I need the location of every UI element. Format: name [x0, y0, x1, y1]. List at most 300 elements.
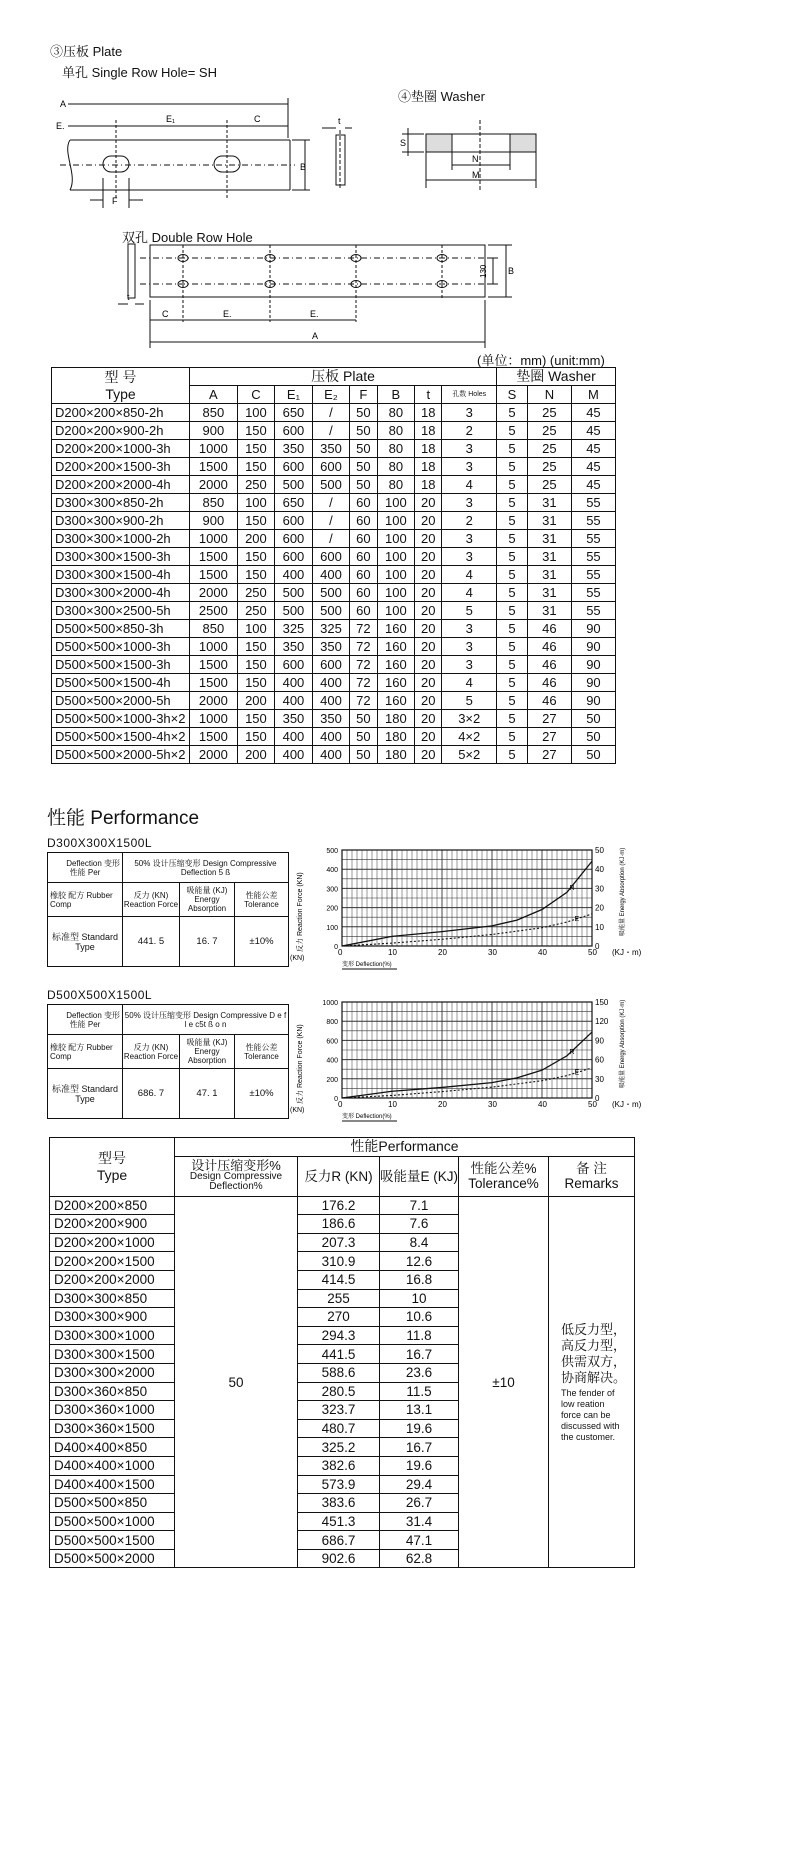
spec-value-cell: 160	[377, 692, 415, 710]
y-tick-label: 0	[334, 1096, 338, 1103]
perf-reaction-header: 反力R (KN)	[298, 1156, 380, 1196]
perf-reaction-cell: 588.6	[298, 1363, 380, 1382]
spec-value-cell: 72	[350, 692, 377, 710]
card-rubber: 橡胶 配方 Rubber Comp	[48, 883, 123, 917]
dim-F-label: F	[112, 196, 118, 206]
spec-value-cell: 250	[237, 602, 275, 620]
spec-value-cell: 400	[275, 674, 313, 692]
perf-type-cell: D400×400×1000	[50, 1456, 175, 1475]
spec-type-cell: D500×500×1500-4h	[52, 674, 190, 692]
spec-row	[52, 602, 616, 620]
spec-value-cell: 50	[571, 710, 615, 728]
spec-value-cell: 60	[350, 566, 377, 584]
spec-value-cell: 60	[350, 494, 377, 512]
perf-reaction-cell: 902.6	[298, 1549, 380, 1568]
spec-value-cell: 46	[527, 620, 571, 638]
card-design: 50% 设计压缩变形 Design Compressive D e f l e c5t ß o n	[123, 1005, 289, 1035]
perf-reaction-cell: 480.7	[298, 1419, 380, 1438]
spec-type-cell: D300×300×1500-3h	[52, 548, 190, 566]
spec-value-cell: 100	[377, 530, 415, 548]
spec-row	[52, 584, 616, 602]
spec-type-cell: D500×500×1500-3h	[52, 656, 190, 674]
y2-tick-label: 0	[595, 942, 600, 951]
perf-reaction-cell: 573.9	[298, 1475, 380, 1494]
spec-value-cell: 46	[527, 674, 571, 692]
spec-value-cell: 5	[497, 656, 528, 674]
spec-row	[52, 728, 616, 746]
y-unit-label: (KN)	[290, 955, 305, 962]
perf-group-header: 性能Performance	[175, 1138, 635, 1157]
y2-tick-label: 10	[595, 922, 604, 932]
perf-energy-header: 吸能量E (KJ)	[380, 1156, 459, 1196]
spec-value-cell: 5	[497, 440, 528, 458]
y-tick-label: 1000	[322, 1000, 338, 1007]
spec-value-cell: 2000	[190, 746, 238, 764]
spec-row	[52, 620, 616, 638]
perf-type-cell: D300×300×2000	[50, 1363, 175, 1382]
y-tick-label: 800	[326, 1019, 338, 1027]
spec-value-cell: 4	[442, 674, 497, 692]
spec-value-cell: 50	[571, 728, 615, 746]
spec-value-cell: 5	[497, 746, 528, 764]
x-unit-label: (KJ・m)	[612, 948, 642, 957]
card-model: D500X500X1500L	[47, 988, 153, 1002]
perf-type-cell: D200×200×1000	[50, 1233, 175, 1252]
spec-value-cell: 3	[442, 656, 497, 674]
spec-value-cell: 50	[350, 728, 377, 746]
perf-type-cell: D200×200×1500	[50, 1252, 175, 1271]
dim2-E1-label: E.	[310, 309, 319, 319]
spec-value-cell: 20	[415, 548, 442, 566]
spec-value-cell: 5	[497, 476, 528, 494]
perf-type-cell: D200×200×850	[50, 1196, 175, 1215]
spec-type-header: 型 号 Type	[52, 368, 190, 404]
spec-value-cell: 25	[527, 404, 571, 422]
spec-col-header: F	[350, 386, 377, 404]
perf-reaction-cell: 186.6	[298, 1215, 380, 1234]
y2-tick-label: 0	[595, 1094, 600, 1103]
spec-value-cell: 250	[237, 476, 275, 494]
spec-type-cell: D300×300×900-2h	[52, 512, 190, 530]
spec-value-cell: 31	[527, 602, 571, 620]
spec-row	[52, 692, 616, 710]
perf-energy-cell: 11.5	[380, 1382, 459, 1401]
dim2-C-label: C	[162, 309, 169, 319]
card-col-e: 吸能量 (KJ) Energy Absorption	[180, 883, 235, 917]
perf-tolerance-value: ±10	[459, 1196, 549, 1568]
spec-value-cell: 45	[571, 422, 615, 440]
spec-value-cell: 72	[350, 656, 377, 674]
spec-value-cell: 600	[275, 548, 313, 566]
spec-value-cell: 46	[527, 638, 571, 656]
series-E-label: E	[574, 916, 580, 923]
perf-energy-cell: 16.7	[380, 1345, 459, 1364]
x-tick-label: 40	[538, 1100, 547, 1109]
dim-C-label: C	[254, 114, 261, 124]
spec-value-cell: 850	[190, 494, 238, 512]
spec-value-cell: 3	[442, 530, 497, 548]
spec-value-cell: 2000	[190, 584, 238, 602]
washer-title: ④垫圈 Washer	[398, 89, 485, 104]
spec-value-cell: 600	[312, 458, 350, 476]
spec-value-cell: /	[312, 422, 350, 440]
y2-tick-label: 30	[595, 884, 604, 894]
spec-value-cell: 31	[527, 566, 571, 584]
spec-value-cell: 850	[190, 620, 238, 638]
spec-row	[52, 458, 616, 476]
spec-type-cell: D300×300×850-2h	[52, 494, 190, 512]
spec-col-header: E₂	[312, 386, 350, 404]
y-axis-title: 反力 Reaction Force (KN)	[297, 1024, 304, 1104]
spec-value-cell: 1500	[190, 728, 238, 746]
perf-energy-cell: 12.6	[380, 1252, 459, 1271]
spec-row	[52, 674, 616, 692]
spec-value-cell: 150	[237, 512, 275, 530]
perf-type-cell: D500×500×2000	[50, 1549, 175, 1568]
card-model: D300X300X1500L	[47, 836, 153, 850]
x-unit-label: (KJ・m)	[612, 1100, 642, 1109]
spec-value-cell: 31	[527, 512, 571, 530]
spec-value-cell: 31	[527, 530, 571, 548]
spec-col-header: S	[497, 386, 528, 404]
spec-value-cell: 400	[312, 566, 350, 584]
spec-value-cell: 150	[237, 656, 275, 674]
spec-washer-group: 垫圈 Washer	[497, 368, 616, 386]
perf-energy-cell: 19.6	[380, 1419, 459, 1438]
spec-value-cell: 3	[442, 494, 497, 512]
spec-value-cell: 5	[497, 512, 528, 530]
spec-value-cell: 3	[442, 620, 497, 638]
spec-value-cell: 2000	[190, 692, 238, 710]
spec-value-cell: 46	[527, 692, 571, 710]
perf-remarks-header: 备 注 Remarks	[549, 1156, 635, 1196]
remarks-en: The fender of low reation force can be discussed with the customer.	[561, 1387, 620, 1442]
spec-value-cell: 2	[442, 512, 497, 530]
spec-value-cell: 850	[190, 404, 238, 422]
card-e-val: 47. 1	[180, 1069, 235, 1119]
spec-value-cell: 72	[350, 674, 377, 692]
spec-value-cell: 50	[350, 404, 377, 422]
spec-value-cell: 80	[377, 422, 415, 440]
spec-row	[52, 566, 616, 584]
spec-value-cell: 100	[237, 620, 275, 638]
dim-t-label: t	[338, 116, 341, 126]
spec-value-cell: /	[312, 494, 350, 512]
perf-deflection-header: 设计压缩变形% Design Compressive Deflection%	[175, 1156, 298, 1196]
spec-value-cell: 18	[415, 458, 442, 476]
spec-value-cell: 72	[350, 620, 377, 638]
spec-value-cell: 5	[497, 638, 528, 656]
spec-value-cell: 150	[237, 728, 275, 746]
perf-type-cell: D200×200×2000	[50, 1270, 175, 1289]
spec-value-cell: 90	[571, 638, 615, 656]
spec-value-cell: 400	[312, 728, 350, 746]
spec-type-cell: D500×500×1000-3h	[52, 638, 190, 656]
spec-value-cell: 200	[237, 692, 275, 710]
spec-value-cell: 5	[497, 458, 528, 476]
spec-row	[52, 440, 616, 458]
spec-value-cell: 5	[497, 530, 528, 548]
perf-reaction-cell: 441.5	[298, 1345, 380, 1364]
spec-row	[52, 746, 616, 764]
chart-d500	[290, 992, 650, 1122]
y2-axis-title: 吸能量 Energy Absorption (KJ·m)	[620, 999, 626, 1088]
x-tick-label: 20	[438, 1100, 447, 1109]
spec-value-cell: 150	[237, 548, 275, 566]
spec-value-cell: 20	[415, 566, 442, 584]
washer-M-label: M	[472, 170, 480, 180]
spec-value-cell: 350	[275, 710, 313, 728]
spec-value-cell: 500	[275, 602, 313, 620]
spec-value-cell: 250	[237, 584, 275, 602]
perf-type-cell: D300×300×900	[50, 1308, 175, 1327]
y-tick-label: 300	[326, 886, 338, 894]
spec-value-cell: 160	[377, 638, 415, 656]
dim-A-label: A	[60, 99, 67, 109]
spec-value-cell: 100	[377, 602, 415, 620]
perf-reaction-cell: 176.2	[298, 1196, 380, 1215]
card-tol-val: ±10%	[235, 917, 289, 967]
spec-value-cell: 80	[377, 458, 415, 476]
spec-col-header: C	[237, 386, 275, 404]
perf-type-cell: D300×300×1000	[50, 1326, 175, 1345]
x-tick-label: 10	[388, 948, 397, 957]
spec-value-cell: 400	[312, 674, 350, 692]
spec-value-cell: 55	[571, 584, 615, 602]
spec-row	[52, 710, 616, 728]
spec-value-cell: 5	[497, 602, 528, 620]
card-std: 标准型 Standard Type	[48, 1069, 123, 1119]
perf-energy-cell: 62.8	[380, 1549, 459, 1568]
spec-value-cell: 55	[571, 494, 615, 512]
spec-value-cell: /	[312, 530, 350, 548]
x-tick-label: 0	[338, 1100, 343, 1109]
spec-row	[52, 512, 616, 530]
plate-title: ③压板 Plate	[50, 44, 123, 59]
series-R-label: R	[569, 885, 575, 893]
spec-value-cell: /	[312, 404, 350, 422]
perf-energy-cell: 31.4	[380, 1512, 459, 1531]
spec-value-cell: 72	[350, 638, 377, 656]
spec-value-cell: 20	[415, 602, 442, 620]
spec-value-cell: 60	[350, 548, 377, 566]
spec-col-header: A	[190, 386, 238, 404]
spec-value-cell: 4	[442, 584, 497, 602]
dim2-A-label: A	[312, 331, 319, 341]
x-axis-title: 变形 Deflection(%)	[342, 1114, 392, 1120]
spec-value-cell: 5	[442, 692, 497, 710]
perf-type-cell: D400×400×850	[50, 1438, 175, 1457]
perf-row	[50, 1196, 635, 1215]
spec-value-cell: 20	[415, 692, 442, 710]
spec-col-header: B	[377, 386, 415, 404]
spec-value-cell: 31	[527, 548, 571, 566]
dim2-E-label: E.	[223, 309, 232, 319]
spec-value-cell: 31	[527, 494, 571, 512]
spec-value-cell: 150	[237, 440, 275, 458]
spec-value-cell: 100	[237, 404, 275, 422]
perf-remarks	[549, 1196, 635, 1568]
card-design: 50% 设计压缩变形 Design Compressive Deflection 5 ß	[123, 853, 289, 883]
x-tick-label: 50	[588, 948, 597, 957]
spec-value-cell: 4×2	[442, 728, 497, 746]
spec-value-cell: 150	[237, 566, 275, 584]
spec-value-cell: 150	[237, 674, 275, 692]
remarks-cn: 低反力型，高反力型，供需双方，协商解决。	[561, 1321, 627, 1385]
spec-type-cell: D500×500×2000-5h×2	[52, 746, 190, 764]
perf-energy-cell: 10	[380, 1289, 459, 1308]
perf-reaction-cell: 255	[298, 1289, 380, 1308]
spec-value-cell: 27	[527, 728, 571, 746]
spec-value-cell: 3	[442, 440, 497, 458]
x-tick-label: 0	[338, 948, 343, 957]
card-table	[47, 852, 289, 967]
perf-card	[47, 836, 289, 967]
spec-value-cell: 2	[442, 422, 497, 440]
spec-plate-group: 压板 Plate	[190, 368, 497, 386]
y-tick-label: 0	[334, 944, 338, 951]
spec-value-cell: 1500	[190, 458, 238, 476]
spec-value-cell: 80	[377, 404, 415, 422]
x-tick-label: 50	[588, 1100, 597, 1109]
spec-type-cell: D200×200×900-2h	[52, 422, 190, 440]
spec-col-header: 孔数 Holes	[442, 386, 497, 404]
spec-value-cell: 160	[377, 620, 415, 638]
spec-value-cell: 400	[275, 728, 313, 746]
spec-value-cell: 55	[571, 530, 615, 548]
spec-value-cell: 3	[442, 458, 497, 476]
spec-value-cell: 3	[442, 638, 497, 656]
spec-value-cell: 600	[275, 458, 313, 476]
card-r-val: 686. 7	[123, 1069, 180, 1119]
spec-value-cell: 350	[312, 710, 350, 728]
spec-value-cell: 5	[497, 584, 528, 602]
spec-type-cell: D500×500×1500-4h×2	[52, 728, 190, 746]
spec-value-cell: 50	[350, 422, 377, 440]
perf-reaction-cell: 207.3	[298, 1233, 380, 1252]
spec-value-cell: 18	[415, 440, 442, 458]
spec-type-cell: D500×500×850-3h	[52, 620, 190, 638]
spec-value-cell: 325	[275, 620, 313, 638]
spec-value-cell: 1500	[190, 674, 238, 692]
spec-value-cell: 900	[190, 422, 238, 440]
spec-row	[52, 422, 616, 440]
card-col-tol: 性能公差 Tolerance	[235, 883, 289, 917]
y-tick-label: 500	[326, 848, 338, 855]
spec-value-cell: 20	[415, 710, 442, 728]
spec-row	[52, 476, 616, 494]
card-rubber: 橡胶 配方 Rubber Comp	[48, 1035, 123, 1069]
perf-type-cell: D500×500×1000	[50, 1512, 175, 1531]
card-table	[47, 1004, 289, 1119]
spec-value-cell: 20	[415, 512, 442, 530]
perf-energy-cell: 7.1	[380, 1196, 459, 1215]
perf-type-cell: D500×500×850	[50, 1494, 175, 1513]
perf-reaction-cell: 414.5	[298, 1270, 380, 1289]
perf-reaction-cell: 325.2	[298, 1438, 380, 1457]
perf-energy-cell: 11.8	[380, 1326, 459, 1345]
perf-energy-cell: 23.6	[380, 1363, 459, 1382]
spec-value-cell: 600	[312, 548, 350, 566]
spec-value-cell: 60	[350, 602, 377, 620]
spec-value-cell: 25	[527, 422, 571, 440]
spec-value-cell: 1000	[190, 440, 238, 458]
spec-row	[52, 638, 616, 656]
spec-value-cell: 50	[350, 746, 377, 764]
spec-value-cell: 160	[377, 656, 415, 674]
x-axis-title: 变形 Deflection(%)	[342, 962, 392, 968]
spec-value-cell: 400	[312, 692, 350, 710]
spec-value-cell: 18	[415, 404, 442, 422]
card-std: 标准型 Standard Type	[48, 917, 123, 967]
unit-note: (单位：mm) (unit:mm)	[477, 353, 605, 368]
dim-E1-label: E₁	[166, 114, 176, 124]
perf-energy-cell: 29.4	[380, 1475, 459, 1494]
spec-value-cell: 45	[571, 458, 615, 476]
single-row-label: 单孔 Single Row Hole= SH	[62, 65, 217, 80]
spec-value-cell: 5	[442, 602, 497, 620]
spec-type-cell: D200×200×850-2h	[52, 404, 190, 422]
spec-value-cell: 20	[415, 656, 442, 674]
spec-value-cell: 90	[571, 674, 615, 692]
performance-title: 性能 Performance	[47, 808, 200, 829]
spec-value-cell: 100	[237, 494, 275, 512]
spec-value-cell: 18	[415, 476, 442, 494]
spec-value-cell: 5×2	[442, 746, 497, 764]
perf-reaction-cell: 280.5	[298, 1382, 380, 1401]
y-axis-title: 反力 Reaction Force (KN)	[297, 872, 304, 952]
y2-tick-label: 120	[595, 1017, 609, 1027]
spec-type-cell: D300×300×2000-4h	[52, 584, 190, 602]
spec-value-cell: 100	[377, 566, 415, 584]
spec-row	[52, 548, 616, 566]
perf-type-cell: D300×360×1500	[50, 1419, 175, 1438]
perf-type-cell: D400×400×1500	[50, 1475, 175, 1494]
spec-value-cell: 5	[497, 404, 528, 422]
perf-type-header: 型号 Type	[50, 1138, 175, 1197]
spec-value-cell: 400	[275, 692, 313, 710]
spec-value-cell: 180	[377, 728, 415, 746]
double-row-plate-drawing	[100, 240, 530, 352]
spec-type-cell: D200×200×1500-3h	[52, 458, 190, 476]
spec-col-header: t	[415, 386, 442, 404]
spec-value-cell: 1000	[190, 710, 238, 728]
spec-value-cell: 350	[312, 638, 350, 656]
spec-col-header: E₁	[275, 386, 313, 404]
card-col-r: 反力 (KN) Reaction Force	[123, 1035, 180, 1069]
spec-value-cell: 20	[415, 674, 442, 692]
card-col-r: 反力 (KN) Reaction Force	[123, 883, 180, 917]
spec-value-cell: 20	[415, 494, 442, 512]
spec-value-cell: 100	[377, 494, 415, 512]
spec-value-cell: 45	[571, 404, 615, 422]
spec-col-header: M	[571, 386, 615, 404]
spec-value-cell: 100	[377, 548, 415, 566]
spec-value-cell: 80	[377, 440, 415, 458]
spec-value-cell: 600	[275, 422, 313, 440]
perf-type-cell: D300×300×850	[50, 1289, 175, 1308]
spec-value-cell: 5	[497, 566, 528, 584]
y2-tick-label: 30	[595, 1074, 604, 1084]
spec-value-cell: 5	[497, 422, 528, 440]
spec-value-cell: 2500	[190, 602, 238, 620]
spec-value-cell: 45	[571, 440, 615, 458]
spec-value-cell: 20	[415, 638, 442, 656]
spec-value-cell: 1500	[190, 656, 238, 674]
single-row-plate-drawing	[0, 80, 560, 220]
spec-value-cell: 50	[350, 440, 377, 458]
spec-value-cell: 150	[237, 458, 275, 476]
